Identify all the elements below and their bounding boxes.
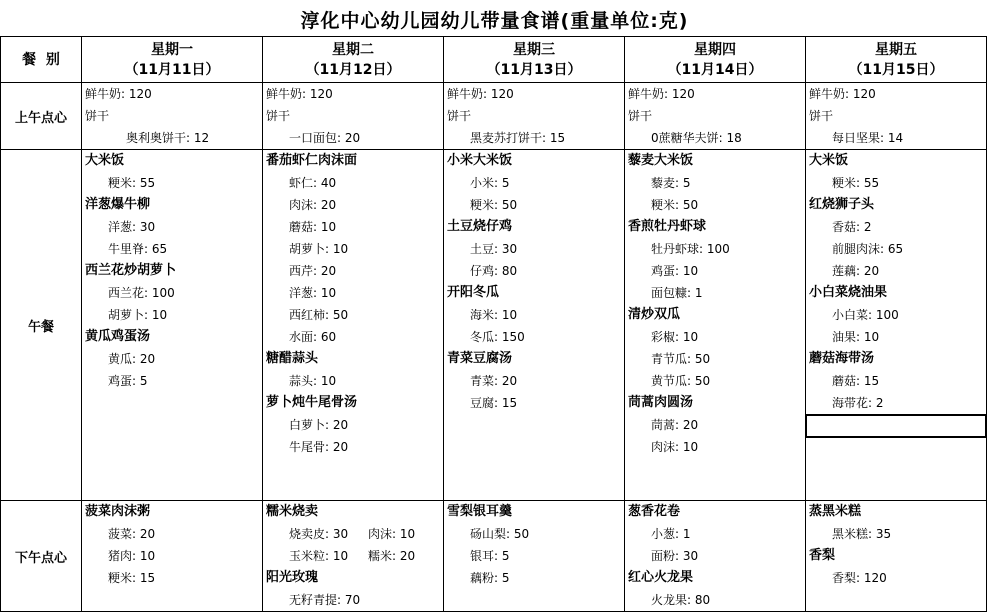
day-header-mon: 星期一 （11月11日）	[82, 37, 263, 83]
ingredient: 水面: 60	[289, 330, 337, 344]
ingredient: 虾仁: 40	[289, 176, 337, 190]
day-header-fri: 星期五 （11月15日）	[806, 37, 987, 83]
ingredient: 仔鸡: 80	[470, 264, 518, 278]
ingredient: 小米: 5	[470, 176, 510, 190]
lunch-cell	[806, 150, 987, 501]
dish-name: 小白菜烧油果	[809, 285, 888, 300]
ingredient: 黑米糕: 35	[832, 527, 892, 541]
ingredient: 莲藕: 20	[832, 264, 880, 278]
header-row	[1, 37, 987, 83]
afternoon-cell	[625, 501, 806, 612]
ingredient: 粳米: 15	[108, 571, 156, 585]
dish-name: 青菜豆腐汤	[447, 351, 513, 366]
ingredient-pair	[263, 545, 443, 567]
lunch-row	[1, 150, 987, 501]
dish-name: 菠菜肉沫粥	[85, 504, 151, 519]
ingredient: 黄节瓜: 50	[651, 374, 711, 388]
dish-name: 大米饭	[85, 153, 125, 168]
ingredient: 火龙果: 80	[651, 593, 711, 607]
ingredient: 烧卖皮: 30	[289, 527, 349, 541]
ingredient: 蒜头: 10	[289, 374, 337, 388]
ingredient: 菠菜: 20	[108, 527, 156, 541]
dish-name: 萝卜炖牛尾骨汤	[266, 395, 358, 410]
dish-name: 藜麦大米饭	[628, 153, 694, 168]
ingredient: 冬瓜: 150	[470, 330, 525, 344]
ingredient: 牛尾骨: 20	[289, 440, 349, 454]
morning-cell: 鲜牛奶: 120 饼干 黑麦苏打饼干: 15	[444, 83, 625, 150]
selected-cell[interactable]	[805, 414, 987, 438]
day-header-tue: 星期二 （11月12日）	[263, 37, 444, 83]
lunch-cell	[444, 150, 625, 501]
ingredient: 彩椒: 10	[651, 330, 699, 344]
ingredient: 西兰花: 100	[108, 286, 175, 300]
dish-name: 开阳冬瓜	[447, 285, 500, 300]
dish-name: 黄瓜鸡蛋汤	[85, 329, 151, 344]
ingredient: 玉米粒: 10	[289, 549, 349, 563]
afternoon-row	[1, 501, 987, 612]
ingredient: 肉沫: 20	[289, 198, 337, 212]
lunch-cell	[263, 150, 444, 501]
ingredient: 海带花: 2	[832, 396, 884, 410]
dish-name: 香煎牡丹虾球	[628, 219, 707, 234]
ingredient: 洋葱: 30	[108, 220, 156, 234]
ingredient: 蘑菇: 10	[289, 220, 337, 234]
day-header-wed: 星期三 （11月13日）	[444, 37, 625, 83]
corner-header: 餐 别	[1, 37, 82, 83]
page-title: 淳化中心幼儿园幼儿带量食谱(重量单位:克)	[300, 10, 689, 32]
ingredient: 蘑菇: 15	[832, 374, 880, 388]
dish-name: 雪梨银耳羹	[447, 504, 513, 519]
afternoon-cell	[806, 501, 987, 612]
ingredient: 西芹: 20	[289, 264, 337, 278]
ingredient: 豆腐: 15	[470, 396, 518, 410]
ingredient: 藕粉: 5	[470, 571, 510, 585]
dish-name: 茼蒿肉圆汤	[628, 395, 694, 410]
dish-name: 香梨	[809, 548, 836, 563]
dish-name: 小米大米饭	[447, 153, 513, 168]
ingredient: 青节瓜: 50	[651, 352, 711, 366]
ingredient: 粳米: 50	[470, 198, 518, 212]
dish-name: 红心火龙果	[628, 570, 694, 585]
dish-name: 蒸黑米糕	[809, 504, 862, 519]
ingredient: 小白菜: 100	[832, 308, 899, 322]
dish-name: 大米饭	[809, 153, 849, 168]
afternoon-label: 下午点心	[1, 501, 82, 612]
day-header-thu: 星期四 （11月14日）	[625, 37, 806, 83]
morning-row	[1, 83, 987, 150]
morning-cell: 鲜牛奶: 120 饼干 一口面包: 20	[263, 83, 444, 150]
ingredient: 海米: 10	[470, 308, 518, 322]
lunch-cell	[625, 150, 806, 501]
dish-name: 蘑菇海带汤	[809, 351, 875, 366]
morning-cell: 鲜牛奶: 120 饼干 奥利奥饼干: 12	[82, 83, 263, 150]
morning-label: 上午点心	[1, 83, 82, 150]
ingredient-pair	[263, 523, 443, 545]
ingredient: 香梨: 120	[832, 571, 887, 585]
dish-name: 红烧狮子头	[809, 197, 875, 212]
lunch-label: 午餐	[1, 150, 82, 501]
ingredient: 茼蒿: 20	[651, 418, 699, 432]
dish-name: 清炒双瓜	[628, 307, 681, 322]
dish-name: 番茄虾仁肉沫面	[266, 153, 358, 168]
dish-name: 土豆烧仔鸡	[447, 219, 513, 234]
ingredient: 银耳: 5	[470, 549, 510, 563]
morning-cell: 鲜牛奶: 120 饼干 0蔗糖华夫饼: 18	[625, 83, 806, 150]
ingredient: 鸡蛋: 10	[651, 264, 699, 278]
dish-name: 糖醋蒜头	[266, 351, 319, 366]
menu-table	[0, 36, 987, 612]
ingredient: 无籽青提: 70	[289, 593, 361, 607]
ingredient: 粳米: 55	[108, 176, 156, 190]
ingredient: 糯米: 20	[368, 549, 416, 563]
ingredient: 黄瓜: 20	[108, 352, 156, 366]
ingredient: 肉沫: 10	[651, 440, 699, 454]
ingredient: 面粉: 30	[651, 549, 699, 563]
ingredient: 砀山梨: 50	[470, 527, 530, 541]
ingredient: 面包糠: 1	[651, 286, 703, 300]
afternoon-cell	[444, 501, 625, 612]
afternoon-cell	[82, 501, 263, 612]
ingredient: 粳米: 55	[832, 176, 880, 190]
ingredient: 西红柿: 50	[289, 308, 349, 322]
ingredient: 牡丹虾球: 100	[651, 242, 730, 256]
ingredient: 小葱: 1	[651, 527, 691, 541]
afternoon-cell	[263, 501, 444, 612]
dish-name: 糯米烧卖	[266, 504, 319, 519]
ingredient: 肉沫: 10	[368, 527, 416, 541]
ingredient: 洋葱: 10	[289, 286, 337, 300]
ingredient: 土豆: 30	[470, 242, 518, 256]
ingredient: 胡萝卜: 10	[108, 308, 168, 322]
dish-name: 阳光玫瑰	[266, 570, 319, 585]
ingredient: 牛里脊: 65	[108, 242, 168, 256]
ingredient: 青菜: 20	[470, 374, 518, 388]
ingredient: 香菇: 2	[832, 220, 872, 234]
morning-cell: 鲜牛奶: 120 饼干 每日坚果: 14	[806, 83, 987, 150]
ingredient: 胡萝卜: 10	[289, 242, 349, 256]
ingredient: 白萝卜: 20	[289, 418, 349, 432]
dish-name: 洋葱爆牛柳	[85, 197, 151, 212]
ingredient: 前腿肉沫: 65	[832, 242, 904, 256]
dish-name: 西兰花炒胡萝卜	[85, 263, 177, 278]
ingredient: 猪肉: 10	[108, 549, 156, 563]
ingredient: 鸡蛋: 5	[108, 374, 148, 388]
dish-name: 葱香花卷	[628, 504, 681, 519]
lunch-cell	[82, 150, 263, 501]
ingredient: 油果: 10	[832, 330, 880, 344]
ingredient: 粳米: 50	[651, 198, 699, 212]
ingredient: 藜麦: 5	[651, 176, 691, 190]
